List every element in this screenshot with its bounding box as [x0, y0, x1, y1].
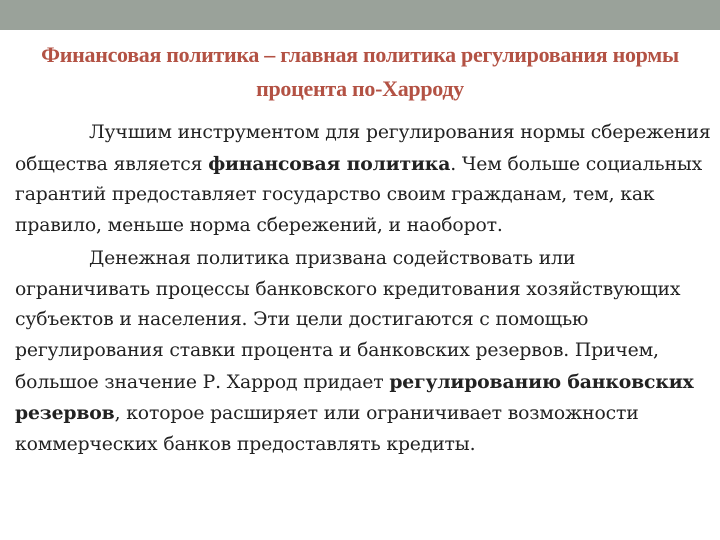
paragraph-2-text-start: Денежная политика призвана содействовать или ограничивать процессы банковского кредитования хозяйствующих субъектов и населения. Эти цели достигаются с помощью регулирования ставки процента и банковских резервов. Причем, большое значение Р. Харрод придает — [15, 247, 681, 393]
paragraph-2-emphasis: регулированию банковских резервов — [15, 370, 694, 425]
slide-body — [15, 118, 715, 461]
paragraph-1-emphasis: финансовая политика — [208, 152, 451, 175]
paragraph-financial-policy — [15, 118, 715, 242]
slide-top-band — [0, 0, 720, 30]
slide-title: Финансовая политика – главная политика регулирования нормы процента по-Харроду — [41, 42, 679, 101]
paragraph-1-text-end: . Чем больше социальных гарантий предоставляет государство своим гражданам, тем, как правило, меньше норма сбережений, и наоборот. — [15, 153, 703, 237]
paragraph-monetary-policy — [15, 244, 715, 461]
paragraph-2-text-end: , которое расширяет или ограничивает возможности коммерческих банков предоставлять кредиты. — [15, 403, 639, 456]
paragraph-1-text-start: Лучшим инструментом для регулирования нормы сбережения общества является — [15, 122, 711, 175]
